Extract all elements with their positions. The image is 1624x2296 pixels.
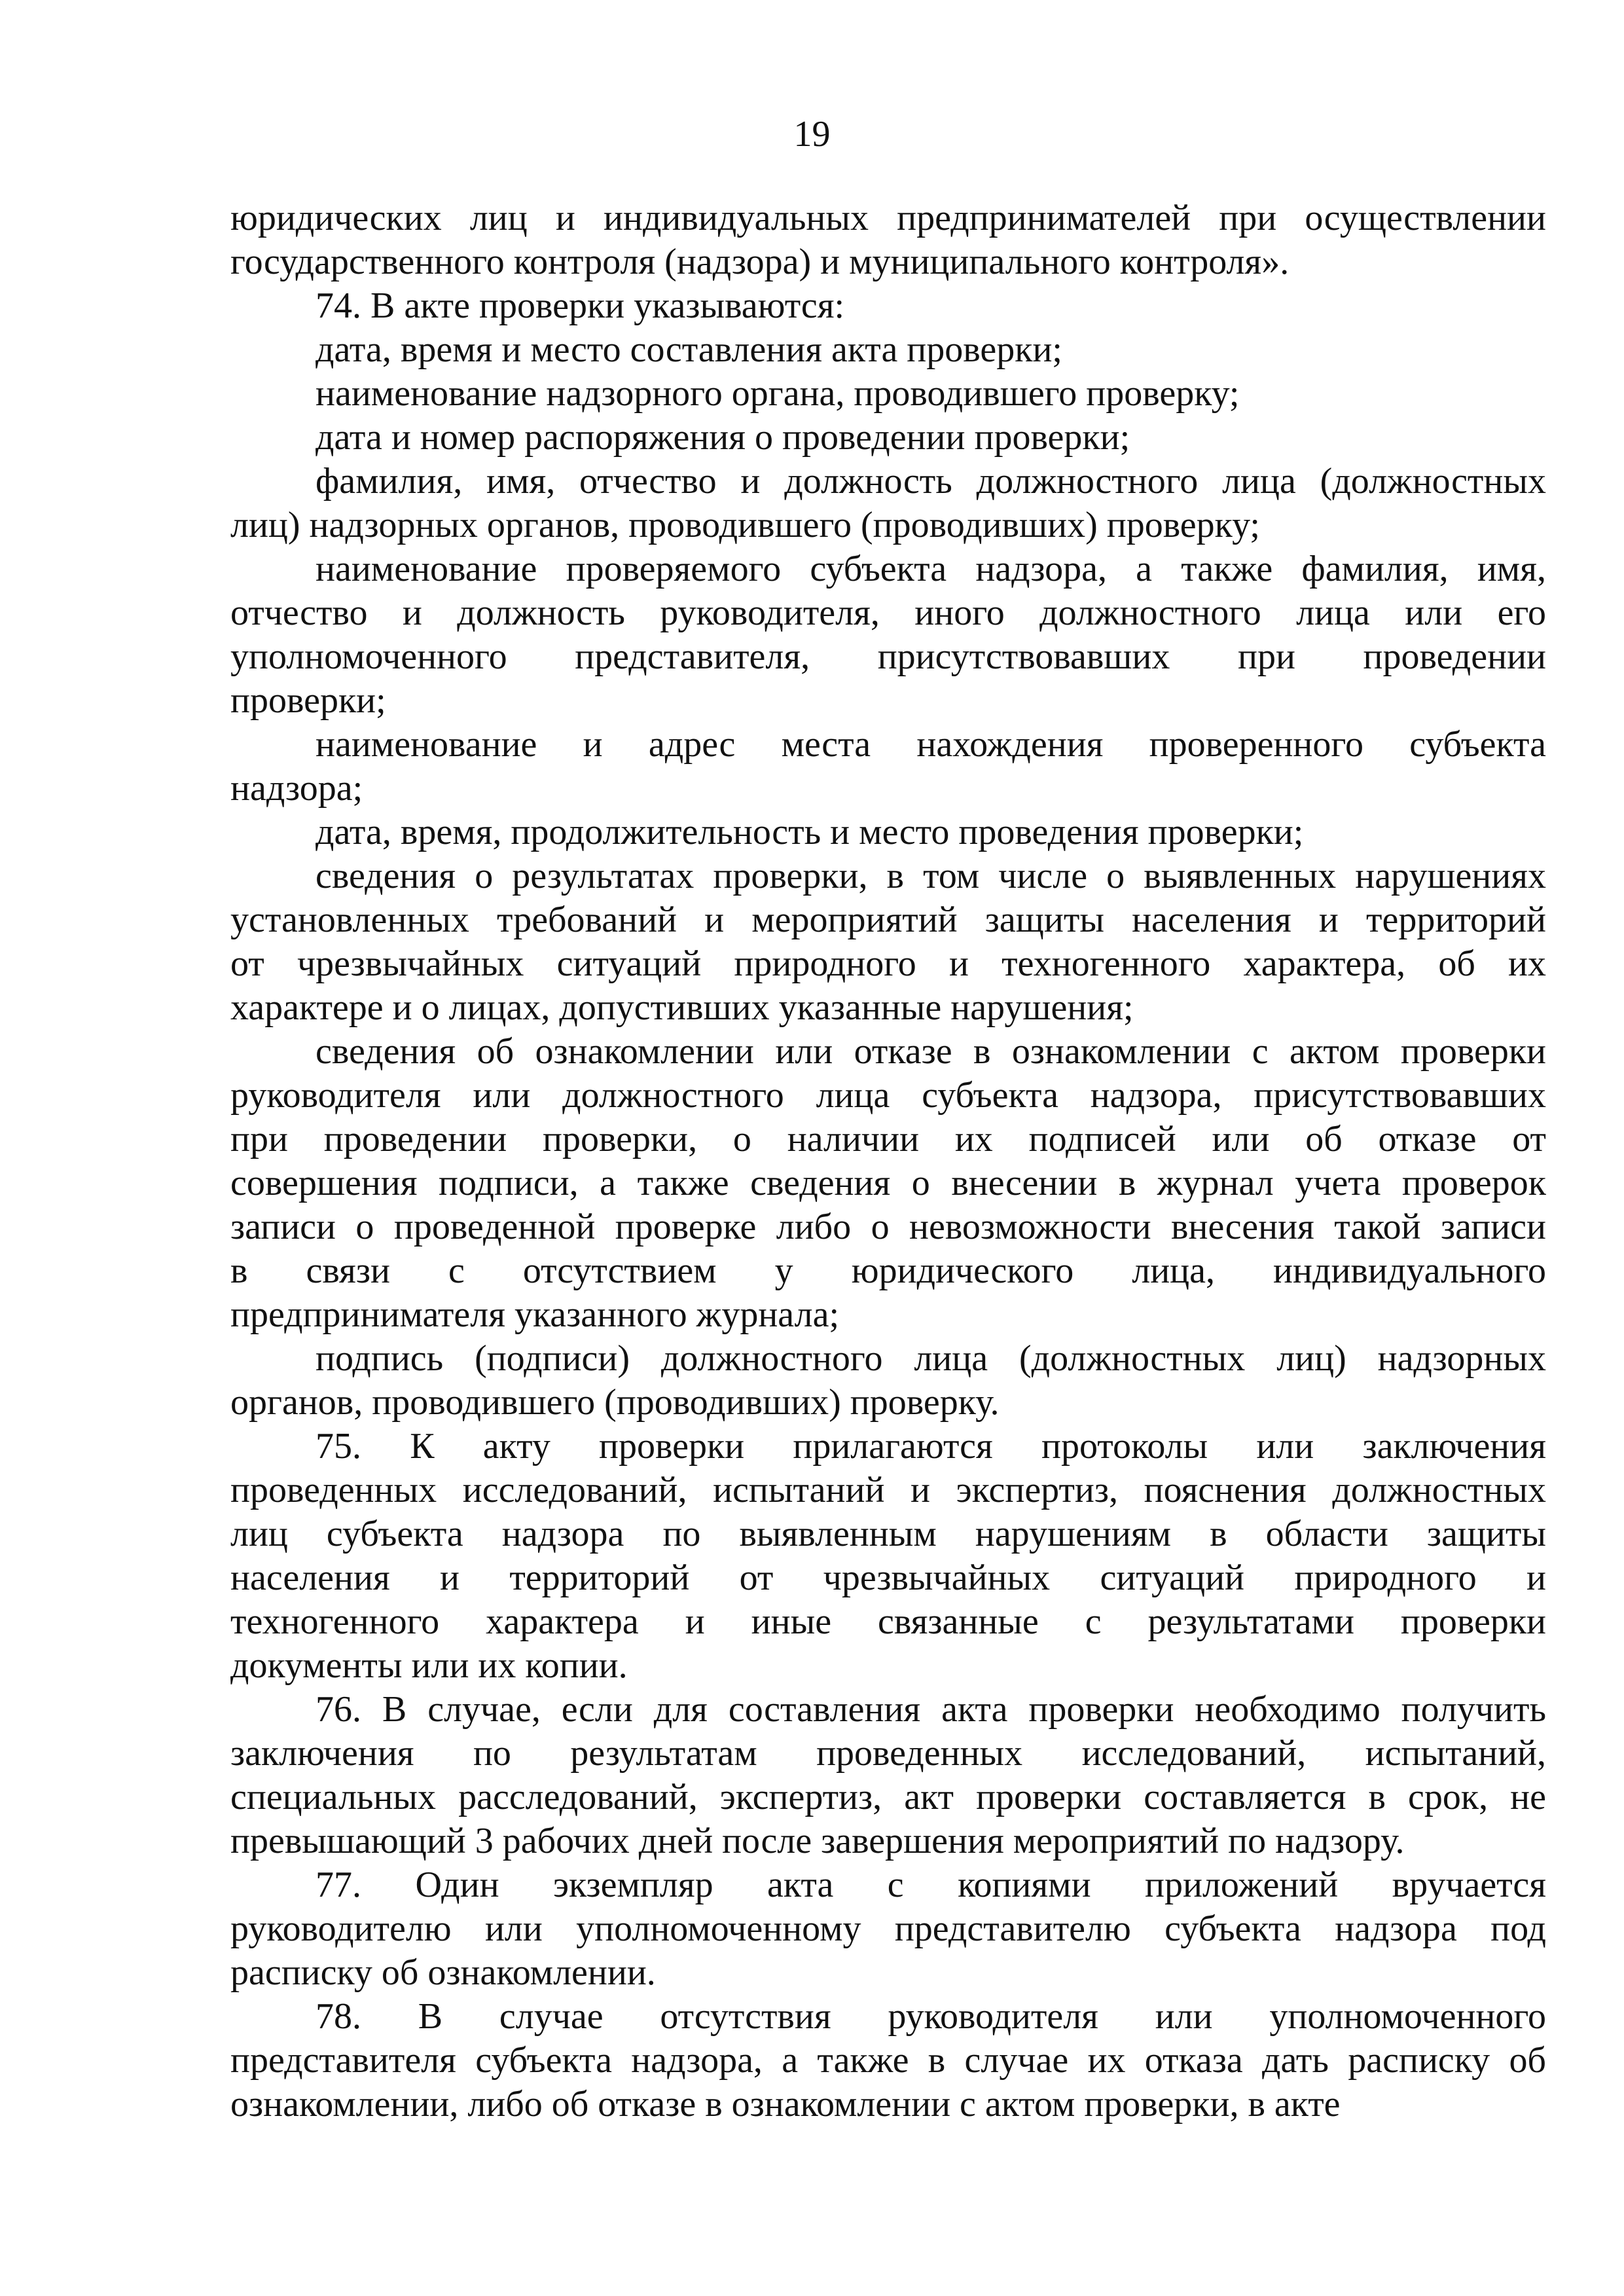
- text-line: государственного контроля (надзора) и муниципального контроля».: [230, 242, 1290, 282]
- text-line: 76. В случае, если для составления акта проверки необходимо получить: [316, 1689, 1546, 1730]
- paragraph: [230, 723, 1546, 811]
- text-line: сведения о результатах проверки, в том числе о выявленных нарушениях: [316, 856, 1546, 896]
- paragraph: [230, 328, 1546, 372]
- text-line: лиц) надзорных органов, проводившего (проводивших) проверку;: [230, 505, 1260, 545]
- paragraph: [230, 1688, 1546, 1863]
- text-line: 74. В акте проверки указываются:: [316, 285, 845, 326]
- paragraph: [230, 1030, 1546, 1337]
- text-line: предпринимателя указанного журнала;: [230, 1294, 840, 1335]
- paragraph: [230, 1863, 1546, 1995]
- page-number: 19: [793, 114, 831, 155]
- text-line: при проведении проверки, о наличии их подписей или об отказе от: [230, 1119, 1546, 1159]
- document-body: [230, 196, 1546, 2126]
- text-line: уполномоченного представителя, присутствовавших при проведении: [230, 636, 1546, 677]
- text-line: фамилия, имя, отчество и должность должностного лица (должностных: [316, 461, 1546, 501]
- text-line: сведения об ознакомлении или отказе в ознакомлении с актом проверки: [316, 1031, 1546, 1072]
- text-line: отчество и должность руководителя, иного должностного лица или его: [230, 592, 1546, 633]
- text-line: представителя субъекта надзора, а также в случае их отказа дать расписку об: [230, 2040, 1546, 2081]
- paragraph: [230, 460, 1546, 547]
- text-line: проведенных исследований, испытаний и экспертиз, пояснения должностных: [230, 1470, 1546, 1510]
- text-line: характере и о лицах, допустивших указанные нарушения;: [230, 987, 1134, 1028]
- text-line: дата, время, продолжительность и место проведения проверки;: [316, 812, 1304, 852]
- paragraph: [230, 1425, 1546, 1688]
- text-line: 78. В случае отсутствия руководителя или уполномоченного: [316, 1996, 1546, 2037]
- text-line: дата и номер распоряжения о проведении проверки;: [316, 417, 1130, 458]
- text-line: подпись (подписи) должностного лица (должностных лиц) надзорных: [316, 1338, 1546, 1379]
- text-line: наименование и адрес места нахождения проверенного субъекта: [316, 724, 1546, 765]
- text-line: техногенного характера и иные связанные с результатами проверки: [230, 1601, 1546, 1642]
- paragraph: [230, 854, 1546, 1030]
- text-line: 77. Один экземпляр акта с копиями приложений вручается: [316, 1865, 1546, 1905]
- paragraph: [230, 372, 1546, 416]
- text-line: совершения подписи, а также сведения о внесении в журнал учета проверок: [230, 1163, 1546, 1203]
- text-line: населения и территорий от чрезвычайных ситуаций природного и: [230, 1558, 1546, 1598]
- paragraph: [230, 547, 1546, 723]
- paragraph: [230, 811, 1546, 854]
- text-line: руководителю или уполномоченному представителю субъекта надзора под: [230, 1908, 1546, 1949]
- text-line: документы или их копии.: [230, 1645, 628, 1686]
- text-line: от чрезвычайных ситуаций природного и техногенного характера, об их: [230, 943, 1546, 984]
- text-line: ознакомлении, либо об отказе в ознакомлении с актом проверки, в акте: [230, 2084, 1341, 2124]
- paragraph: [230, 1995, 1546, 2126]
- paragraph: [230, 416, 1546, 460]
- text-line: проверки;: [230, 680, 386, 721]
- text-line: лиц субъекта надзора по выявленным нарушениям в области защиты: [230, 1514, 1546, 1554]
- text-line: наименование проверяемого субъекта надзора, а также фамилия, имя,: [316, 549, 1546, 589]
- text-line: расписку об ознакомлении.: [230, 1952, 656, 1993]
- text-line: надзора;: [230, 768, 363, 809]
- text-line: в связи с отсутствием у юридического лица, индивидуального: [230, 1250, 1546, 1291]
- text-line: специальных расследований, экспертиз, акт проверки составляется в срок, не: [230, 1777, 1546, 1817]
- text-line: записи о проведенной проверке либо о невозможности внесения такой записи: [230, 1207, 1546, 1247]
- text-line: превышающий 3 рабочих дней после завершения мероприятий по надзору.: [230, 1821, 1405, 1861]
- paragraph: [230, 284, 1546, 328]
- text-line: органов, проводившего (проводивших) проверку.: [230, 1382, 1000, 1423]
- paragraph: [230, 1337, 1546, 1425]
- text-line: установленных требований и мероприятий защиты населения и территорий: [230, 900, 1546, 940]
- text-line: руководителя или должностного лица субъекта надзора, присутствовавших: [230, 1075, 1546, 1116]
- text-line: заключения по результатам проведенных исследований, испытаний,: [230, 1733, 1546, 1774]
- text-line: дата, время и место составления акта проверки;: [316, 329, 1062, 370]
- text-line: 75. К акту проверки прилагаются протоколы или заключения: [316, 1426, 1546, 1467]
- text-line: наименование надзорного органа, проводившего проверку;: [316, 373, 1240, 414]
- paragraph: [230, 196, 1546, 284]
- text-line: юридических лиц и индивидуальных предпринимателей при осуществлении: [230, 198, 1546, 238]
